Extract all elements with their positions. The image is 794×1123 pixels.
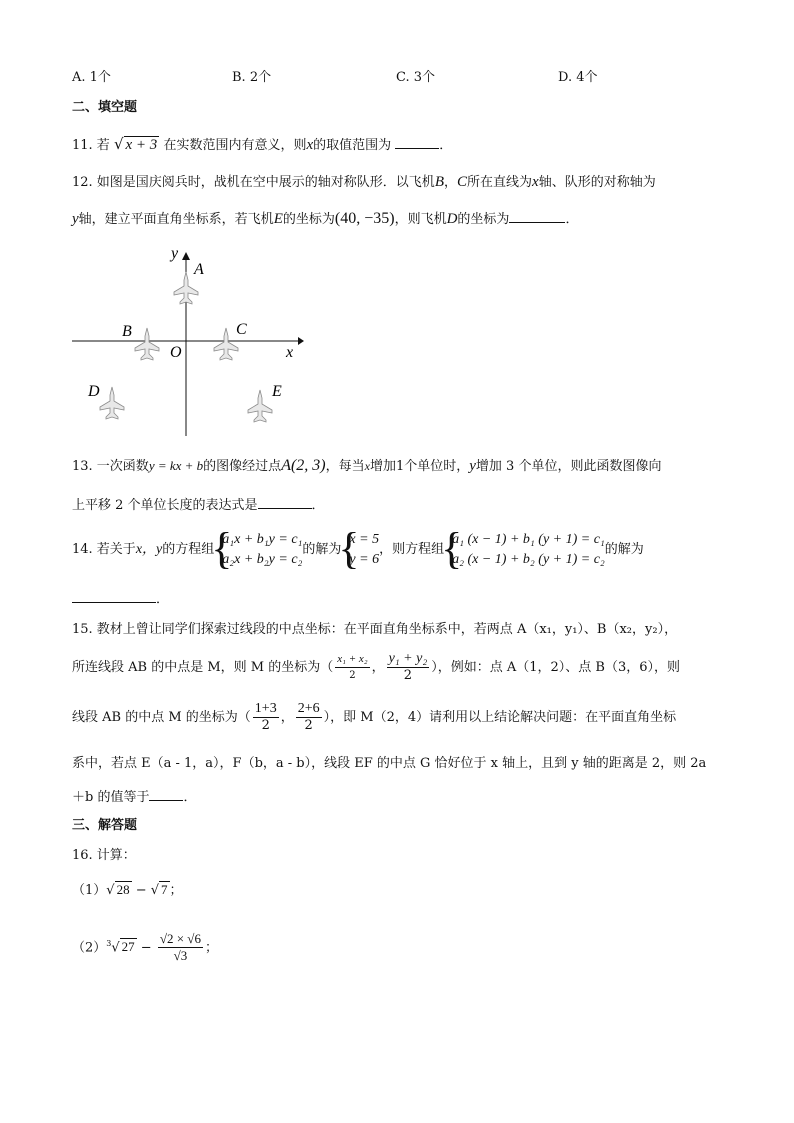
answer-blank <box>149 786 183 801</box>
q13-end: ． <box>311 498 325 513</box>
q12-b: B <box>434 174 444 190</box>
q15-text4: ），即 M（2，4）请利用以上结论解决问题：在平面直角坐标 <box>323 710 677 725</box>
jet-b-icon <box>135 328 159 360</box>
question-15-line4: 系中，若点 E（a - 1，a），F（b，a - b），线段 EF 的中点 G 恰好位于 x 轴上，且到 y 轴的距离是 2，则 2a <box>72 756 707 771</box>
q14-eq4: a₂ (x − 1) + b₂ (y + 1) = c₂ <box>452 551 605 567</box>
q13-text3: ，每当 <box>325 459 365 474</box>
q14-text5: 的解为 <box>604 542 644 557</box>
q12-d: D <box>446 211 458 227</box>
q12-text-c: 轴、队形的对称轴为 <box>538 175 656 190</box>
q11-radicand: x + 3 <box>125 137 158 153</box>
question-11: 11. 若 √ x + 3 在实数范围内有意义，则x的取值范围为 ． <box>72 135 453 153</box>
jet-c-icon <box>214 328 238 360</box>
q12-text-e: 的坐标为 <box>282 212 335 227</box>
q16-p2-end: ； <box>204 940 218 956</box>
frac-num: √2 × √6 <box>159 931 201 947</box>
q14-eq3: { a₁ (x − 1) + b₁ (y + 1) = c₁ <box>452 531 605 547</box>
section-heading-answer: 三、解答题 <box>72 818 138 833</box>
q13-text2: 的图像经过点 <box>203 459 282 474</box>
jet-d-icon <box>100 387 124 419</box>
answer-blank <box>72 588 156 603</box>
q14-text2: 的方程组 <box>162 542 215 557</box>
q14-eq1: { a₁x + b₁y = c₁ <box>222 531 303 547</box>
q12-x: x <box>532 174 539 190</box>
q12-text-f: ，则飞机 <box>394 212 447 227</box>
q15-frac-4 <box>296 701 322 734</box>
q12-text-d: 轴，建立平面直角坐标系，若飞机 <box>78 212 274 227</box>
q13-y: y <box>469 458 476 474</box>
section-heading-fill-in: 二、填空题 <box>72 100 138 115</box>
question-14 <box>72 528 644 572</box>
q14-text4: ，则方程组 <box>379 542 445 557</box>
answer-blank <box>258 494 312 509</box>
q11-var: x <box>306 137 314 153</box>
answer-blank <box>509 208 565 223</box>
origin-label: O <box>170 344 182 361</box>
q15-text: 所连线段 AB 的中点是 M，则 M 的坐标为（ <box>72 660 334 675</box>
jet-e-icon <box>248 390 272 422</box>
q13-text5: 增加 3 个单位，则此函数图像向 <box>475 459 662 474</box>
q15-comma: ， <box>280 710 294 725</box>
frac-num: 2+6 <box>297 701 320 716</box>
q16-p1-end: ； <box>169 883 183 898</box>
q14-system-2 <box>444 530 605 570</box>
question-13-line2 <box>72 494 325 516</box>
question-12-line2 <box>72 208 578 230</box>
q16-p2-index: 3 <box>106 939 112 948</box>
question-16-part1: （1）√ 28 − √ 7 ； <box>72 882 183 898</box>
q15-text3: 线段 AB 的中点 M 的坐标为（ <box>72 710 251 725</box>
q15-comma: ， <box>371 660 385 675</box>
q14-end: ． <box>156 592 170 607</box>
q12-end: ． <box>565 212 579 227</box>
q13-text: 13. 一次函数 <box>72 459 149 474</box>
frac-den: 2 <box>261 718 270 733</box>
q13-text6: 上平移 2 个单位长度的表达式是 <box>72 498 258 513</box>
frac-num: x₁ + x₂ <box>335 651 369 668</box>
q16-p1-b: 7 <box>161 882 168 897</box>
y-axis-arrow <box>182 252 190 260</box>
q16-p2-frac <box>158 931 203 964</box>
q11-text2: 在实数范围内有意义，则 <box>163 138 307 153</box>
option-b: B. 2个 <box>232 70 272 85</box>
q14-text3: 的解为 <box>302 542 342 557</box>
option-c: C. 3个 <box>396 70 436 85</box>
question-16-part2: $(2)^3√$ 27 − $\frac{√2 \times √6}{√3}$ ； <box>72 931 218 964</box>
q11-end: ． <box>439 138 453 153</box>
q13-func: y = kx + b <box>148 458 204 473</box>
q14-solution <box>341 530 379 570</box>
label-b: B <box>122 323 132 340</box>
q16-p1-label: （1） <box>72 883 107 898</box>
q15-frac-y <box>387 651 430 684</box>
q16-p2-label: （2） <box>72 940 107 956</box>
q12-coord: (40, −35) <box>334 210 395 227</box>
frac-den: 2 <box>304 718 313 733</box>
coordinate-figure <box>60 240 320 440</box>
q12-text-b: 所在直线为 <box>467 175 533 190</box>
question-12-line1 <box>72 172 656 193</box>
q15-frac-x <box>335 651 369 684</box>
question-14-blank <box>72 588 169 610</box>
answer-blank <box>395 134 439 149</box>
q12-y: y <box>72 211 79 227</box>
q15-end: ． <box>183 790 197 805</box>
frac-num: 1+3 <box>254 701 277 716</box>
q16-p2-a: 27 <box>121 939 135 955</box>
q11-text: 11. 若 <box>72 138 110 153</box>
question-15-line2 <box>72 650 680 686</box>
question-16-title: 16. 计算： <box>72 848 136 863</box>
x-axis-arrow <box>298 337 304 345</box>
q12-text-g: 的坐标为 <box>457 212 510 227</box>
q14-system-1 <box>214 530 302 570</box>
label-c: C <box>236 321 247 338</box>
q15-text5: ＋b 的值等于 <box>72 790 150 805</box>
q12-text: 12. 如图是国庆阅兵时，战机在空中展示的轴对称队形．以飞机 <box>72 175 435 190</box>
frac-den: √3 <box>173 948 188 964</box>
question-15-line5 <box>72 786 196 808</box>
question-13-line1 <box>72 456 661 477</box>
q13-point: A(2, 3) <box>281 457 326 474</box>
q14-eq2: a₂x + b₂y = c₂ <box>222 551 303 567</box>
question-15-line1: 15. 教材上曾让同学们探索过线段的中点坐标：在平面直角坐标系中，若两点 A（x₁，y₁）、B（x₂，y₂）， <box>72 622 678 637</box>
q16-p1-a: 28 <box>116 882 130 897</box>
frac-den: 2 <box>403 668 413 683</box>
q14-text: 14. 若关于 <box>72 542 136 557</box>
q13-x: x <box>364 459 370 473</box>
q16-p2-minus: − <box>136 940 156 956</box>
q15-frac-3 <box>253 701 279 734</box>
q16-p1-minus: − <box>131 883 151 898</box>
frac-den: 2 <box>349 670 356 681</box>
q14-sol-x: { x = 5 <box>349 531 380 547</box>
frac-num: y₁ + y₂ <box>388 651 428 666</box>
option-d: D. 4个 <box>558 70 598 85</box>
x-axis-label: x <box>286 344 294 361</box>
label-a: A <box>194 261 204 278</box>
question-15-line3 <box>72 700 676 736</box>
y-axis-label: y <box>171 245 179 262</box>
q12-c: C <box>457 174 468 190</box>
q12-e: E <box>273 211 283 227</box>
q11-text3: 的取值范围为 <box>313 138 392 153</box>
label-d: D <box>88 383 100 400</box>
q15-text2: ），例如：点 A（1，2）、点 B（3，6），则 <box>431 660 680 675</box>
q14-sol-y: y = 6 <box>349 551 380 567</box>
label-e: E <box>272 383 282 400</box>
q12-sep: ， <box>443 175 457 190</box>
q13-text4: 增加1个单位时， <box>369 459 470 474</box>
q14-vars: x，y <box>135 542 163 557</box>
option-a: A. 1个 <box>72 70 111 85</box>
